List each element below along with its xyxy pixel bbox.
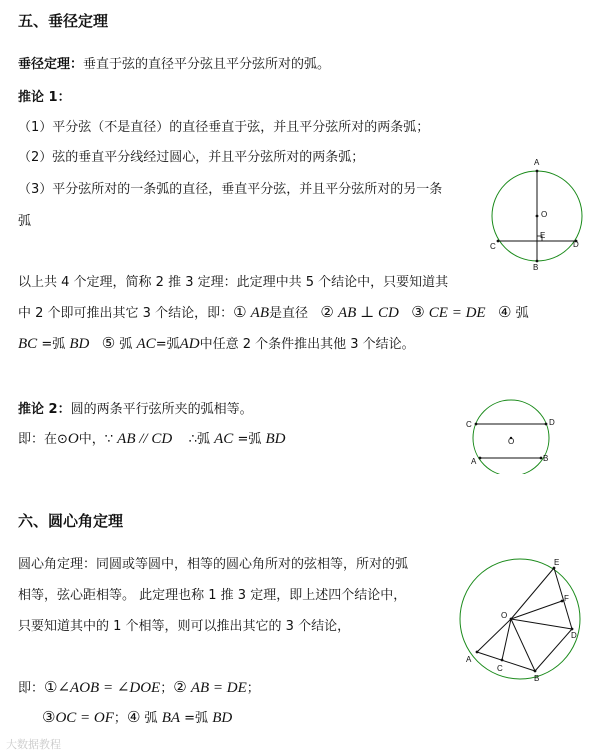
- watermark: 大数据教程: [6, 738, 61, 751]
- perpendicular-diameter-figure: [485, 152, 590, 270]
- point-c: [475, 423, 478, 426]
- separator: ；: [113, 711, 127, 726]
- text-is-diameter: 是直径: [269, 306, 309, 321]
- label-b: B: [543, 454, 549, 463]
- corollary-2-text: 圆的两条平行弦所夹的弧相等。: [70, 402, 253, 417]
- math-ad: AD: [179, 336, 200, 352]
- section-5-title: 五、垂径定理: [18, 12, 109, 30]
- point-b: [534, 670, 537, 673]
- num-1: ①: [44, 678, 58, 696]
- label-c: C: [466, 420, 472, 429]
- text-therefore-arc: ∴弧: [188, 432, 210, 447]
- math-ac: AC: [136, 336, 156, 352]
- central-angle-figure: [450, 550, 590, 685]
- circle: [460, 559, 580, 679]
- corollary-1-item-3-cont: 弧: [18, 214, 32, 229]
- text-because: 中，∵: [78, 432, 114, 447]
- point-b: [536, 260, 539, 263]
- num-4: ④: [126, 708, 141, 726]
- label-a: A: [534, 158, 540, 167]
- math-ac: AC: [214, 431, 234, 447]
- label-a: A: [466, 655, 472, 664]
- point-f: [561, 600, 564, 603]
- math-bd: BD: [69, 336, 90, 352]
- label-a: A: [471, 457, 477, 466]
- text-arc: 弧: [515, 306, 529, 321]
- math-ba: BA: [161, 710, 181, 726]
- perpendicular-diameter-theorem: [18, 53, 330, 72]
- parallel-chords-figure: [460, 396, 560, 474]
- summary-line-1: 以上共 4 个定理，简称 2 推 3 定理：此定理中共 5 个结论中，只要知道其: [18, 275, 449, 290]
- summary-intro: 中 2 个即可推出其它 3 个结论，即：: [18, 306, 234, 321]
- central-angle-formula-1: [18, 677, 260, 697]
- math-oc-eq-of: OC = OF: [55, 710, 114, 726]
- label-d: D: [571, 631, 577, 640]
- point-d: [571, 628, 574, 631]
- num-3: ③: [411, 303, 425, 321]
- num-4: ④: [498, 303, 512, 321]
- separator: ；: [160, 681, 174, 696]
- point-e: [553, 567, 556, 570]
- text-eq-arc: =弧: [184, 711, 209, 726]
- label-e: E: [540, 231, 546, 240]
- point-a: [536, 170, 539, 173]
- math-ab-perp-cd: AB ⊥ CD: [338, 305, 399, 321]
- num-1: ①: [233, 303, 247, 321]
- math-ab-eq-de: AB = DE: [190, 680, 247, 696]
- math-o: O: [67, 431, 79, 447]
- text-eq-arc: =弧: [237, 432, 262, 447]
- point-d: [545, 423, 548, 426]
- math-angle-aob-eq-doe: ∠AOB = ∠DOE: [57, 680, 161, 696]
- corollary-1-item-2: （2）弦的垂直平分线经过圆心，并且平分弦所对的两条弧；: [18, 150, 365, 165]
- text-conclusion: 中任意 2 个条件推出其他 3 个结论。: [199, 337, 415, 352]
- text-arc: 弧: [144, 711, 158, 726]
- segment-od: [511, 619, 572, 629]
- segment-ob: [511, 619, 535, 671]
- math-bc: BC: [18, 336, 38, 352]
- label-d: D: [573, 240, 579, 249]
- section-6-title: 六、圆心角定理: [18, 512, 124, 530]
- segment-oc: [502, 619, 511, 660]
- text-arc: 弧: [119, 337, 133, 352]
- label-c: C: [497, 664, 503, 673]
- chord-bd: [535, 629, 572, 671]
- point-a: [476, 651, 479, 654]
- central-angle-theorem-line-1: 圆心角定理：同圆或等圆中，相等的圆心角所对的弦相等，所对的弧: [18, 557, 409, 572]
- math-ce-eq-de: CE = DE: [428, 305, 486, 321]
- label-f: F: [564, 594, 569, 603]
- corollary-2-formula: [18, 428, 285, 448]
- num-2: ②: [320, 303, 334, 321]
- text-in-circle: 即：在⊙: [18, 432, 68, 447]
- summary-line-3: [18, 333, 415, 353]
- central-angle-theorem-line-2: 相等，弦心距相等。 此定理也称 1 推 3 定理，即上述四个结论中，: [18, 588, 407, 603]
- text-eq-arc: =弧: [155, 337, 180, 352]
- label-o: O: [541, 210, 548, 219]
- label-d: D: [549, 418, 555, 427]
- math-ab-parallel-cd: AB // CD: [117, 431, 173, 447]
- math-bd: BD: [265, 431, 286, 447]
- central-angle-theorem-line-3: 只要知道其中的 1 个相等，则可以推出其它的 3 个结论，: [18, 619, 351, 634]
- label-e: E: [554, 558, 560, 567]
- point-o: [510, 618, 513, 621]
- corollary-2: [18, 398, 253, 417]
- summary-line-2: [18, 302, 529, 322]
- segment-oa: [477, 619, 511, 652]
- text-ie: 即：: [18, 681, 45, 696]
- point-b: [540, 457, 543, 460]
- math-ab: AB: [250, 305, 269, 321]
- math-bd: BD: [212, 710, 233, 726]
- point-a: [479, 457, 482, 460]
- corollary-2-title: 推论 2：: [18, 402, 71, 417]
- label-c: C: [490, 242, 496, 251]
- label-b: B: [533, 263, 539, 270]
- point-c: [501, 659, 504, 662]
- num-3: ③: [42, 708, 56, 726]
- corollary-1-item-1: （1）平分弦（不是直径）的直径垂直于弦，并且平分弦所对的两条弧；: [18, 120, 430, 135]
- theorem-label: 垂径定理：: [18, 57, 84, 72]
- label-o: O: [508, 437, 515, 446]
- corollary-1-title: 推论 1：: [18, 90, 71, 105]
- num-5: ⑤: [101, 334, 116, 352]
- separator: ；: [246, 681, 260, 696]
- point-o: [536, 215, 539, 218]
- num-2: ②: [173, 678, 187, 696]
- corollary-1-item-3: （3）平分弦所对的一条弧的直径，垂直平分弦，并且平分弦所对的另一条: [18, 182, 443, 197]
- theorem-text: 垂直于弦的直径平分弦且平分弦所对的弧。: [83, 57, 331, 72]
- label-o: O: [501, 611, 508, 620]
- point-c: [497, 240, 500, 243]
- label-b: B: [534, 674, 540, 683]
- central-angle-formula-2: [42, 707, 232, 727]
- text-eq-arc: =弧: [41, 337, 66, 352]
